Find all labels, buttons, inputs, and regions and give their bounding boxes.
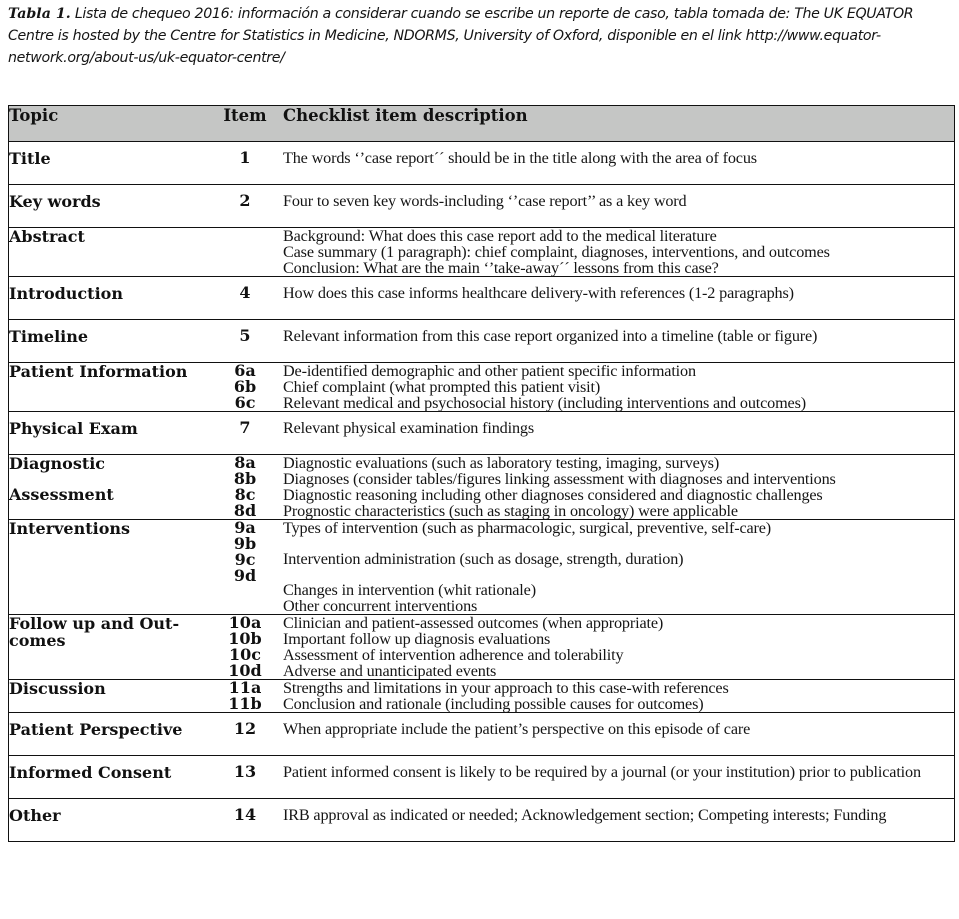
item-number: 4 <box>239 283 251 302</box>
description-line: Changes in intervention (whit rationale) <box>283 581 536 599</box>
item-number: 5 <box>239 326 251 345</box>
description-line: Prognostic characteristics (such as staging in oncology) were applicable <box>283 502 738 520</box>
description-line: IRB approval as indicated or needed; Acknowledgement section; Competing interests; Funding <box>283 806 887 824</box>
description-cell <box>283 680 955 713</box>
description-line: Assessment of intervention adherence and tolerability <box>283 646 624 664</box>
item-number: 11b <box>228 694 262 713</box>
description-cell <box>283 320 955 363</box>
description-line: Four to seven key words-including ‘’case report’’ as a key word <box>283 192 687 210</box>
item-number-cell <box>207 756 283 799</box>
topic-cell <box>9 320 208 363</box>
topic-label: Informed Consent <box>9 763 172 782</box>
description-line: Background: What does this case report add to the medical literature <box>283 227 717 245</box>
item-number-cell <box>207 228 283 277</box>
topic-label: Timeline <box>9 327 89 346</box>
topic-label: Other <box>9 806 61 825</box>
item-number: 6a <box>234 361 256 380</box>
description-line: Chief complaint (what prompted this patient visit) <box>283 378 601 396</box>
item-number: 8c <box>234 485 256 504</box>
description-cell <box>283 412 955 455</box>
item-number-cell <box>207 320 283 363</box>
topic-label: Follow up and Out- <box>9 614 180 633</box>
description-line: Conclusion: What are the main ‘’take-away´´ lessons from this case? <box>283 259 719 277</box>
table-caption <box>8 3 956 69</box>
header-item: Item <box>207 106 283 142</box>
description-cell <box>283 713 955 756</box>
table-row <box>9 412 955 455</box>
description-line: Relevant physical examination findings <box>283 419 534 437</box>
description-cell <box>283 615 955 680</box>
table-row <box>9 756 955 799</box>
table-body <box>9 142 955 842</box>
item-number: 10d <box>228 661 262 680</box>
topic-cell <box>9 455 208 520</box>
item-number-cell <box>207 520 283 615</box>
item-number: 9d <box>233 566 257 585</box>
item-number-cell <box>207 185 283 228</box>
description-line: Strengths and limitations in your approach to this case-with references <box>283 679 729 697</box>
topic-cell <box>9 185 208 228</box>
spacer <box>283 536 954 551</box>
topic-cell <box>9 363 208 412</box>
item-number: 9a <box>234 518 256 537</box>
item-number-cell <box>207 799 283 842</box>
item-number: 8a <box>234 453 256 472</box>
topic-cell <box>9 799 208 842</box>
topic-label: Discussion <box>9 679 106 698</box>
table-row <box>9 713 955 756</box>
item-number: 14 <box>233 805 257 824</box>
item-number: 2 <box>239 191 251 210</box>
item-number: 8d <box>233 501 257 520</box>
table-row <box>9 320 955 363</box>
description-line: Relevant information from this case report organized into a timeline (table or figure) <box>283 327 818 345</box>
header-topic: Topic <box>9 106 208 142</box>
description-cell <box>283 185 955 228</box>
topic-cell <box>9 680 208 713</box>
table-row <box>9 228 955 277</box>
item-number: 7 <box>239 418 251 437</box>
description-line: Diagnostic evaluations (such as laboratory testing, imaging, surveys) <box>283 454 720 472</box>
item-number: 11a <box>228 678 262 697</box>
item-number-cell <box>207 455 283 520</box>
spacer <box>283 567 954 582</box>
item-number: 9c <box>234 550 256 569</box>
description-cell <box>283 520 955 615</box>
table-row <box>9 680 955 713</box>
table-header-row <box>9 106 955 142</box>
topic-label: Title <box>9 149 51 168</box>
description-line: Important follow up diagnosis evaluations <box>283 630 551 648</box>
caption-label: Tabla 1. <box>8 6 71 22</box>
topic-cell <box>9 615 208 680</box>
table-row <box>9 277 955 320</box>
description-line: Intervention administration (such as dosage, strength, duration) <box>283 550 684 568</box>
item-number-cell <box>207 680 283 713</box>
description-cell <box>283 756 955 799</box>
item-number: 10a <box>228 613 262 632</box>
description-cell <box>283 799 955 842</box>
item-number-cell <box>207 412 283 455</box>
description-line: Relevant medical and psychosocial history (including interventions and outcomes) <box>283 394 806 412</box>
description-cell <box>283 363 955 412</box>
item-number: 13 <box>233 762 257 781</box>
item-number: 12 <box>233 719 257 738</box>
topic-label: Introduction <box>9 284 123 303</box>
item-number: 6c <box>234 393 256 412</box>
topic-label: Patient Information <box>9 362 188 381</box>
description-cell <box>283 455 955 520</box>
topic-label: Abstract <box>9 227 85 246</box>
topic-cell <box>9 412 208 455</box>
item-number-cell <box>207 277 283 320</box>
topic-label: Physical Exam <box>9 419 138 438</box>
item-number-cell <box>207 142 283 185</box>
checklist-table <box>8 105 955 842</box>
table-row <box>9 615 955 680</box>
item-number-cell <box>207 615 283 680</box>
description-line: The words ‘’case report´´ should be in the title along with the area of focus <box>283 149 757 167</box>
item-number: 9b <box>233 534 257 553</box>
topic-label: Diagnostic <box>9 454 106 473</box>
topic-label: Assessment <box>9 485 114 504</box>
table-row <box>9 142 955 185</box>
topic-label: Patient Perspective <box>9 720 183 739</box>
item-number: 10c <box>228 645 261 664</box>
item-number: 1 <box>239 148 251 167</box>
table-row <box>9 185 955 228</box>
topic-label: Key words <box>9 192 101 211</box>
description-cell <box>283 228 955 277</box>
topic-cell <box>9 756 208 799</box>
topic-cell <box>9 713 208 756</box>
description-line: Diagnostic reasoning including other diagnoses considered and diagnostic challenges <box>283 486 823 504</box>
item-number: 8b <box>233 469 257 488</box>
description-line: Types of intervention (such as pharmacologic, surgical, preventive, self-care) <box>283 519 772 537</box>
description-line: Other concurrent interventions <box>283 597 478 615</box>
topic-cell <box>9 520 208 615</box>
topic-cell <box>9 142 208 185</box>
item-number: 10b <box>228 629 262 648</box>
topic-label: Interventions <box>9 519 131 538</box>
table-row <box>9 799 955 842</box>
table-row <box>9 520 955 615</box>
description-line: When appropriate include the patient’s perspective on this episode of care <box>283 720 751 738</box>
item-number-cell <box>207 363 283 412</box>
topic-label: comes <box>9 631 66 650</box>
table-row <box>9 363 955 412</box>
table-row <box>9 455 955 520</box>
description-cell <box>283 142 955 185</box>
description-line: How does this case informs healthcare delivery-with references (1-2 paragraphs) <box>283 284 794 302</box>
description-line: Adverse and unanticipated events <box>283 662 497 680</box>
description-line: Patient informed consent is likely to be required by a journal (or your institution) prior to publication <box>283 763 921 781</box>
description-line: Diagnoses (consider tables/figures linking assessment with diagnoses and interventions <box>283 470 836 488</box>
description-line: Conclusion and rationale (including possible causes for outcomes) <box>283 695 704 713</box>
topic-cell <box>9 277 208 320</box>
description-line: De-identified demographic and other patient specific information <box>283 362 696 380</box>
caption-text: Lista de chequeo 2016: información a considerar cuando se escribe un reporte de caso, tabla tomada de: The UK EQUATOR Centre is hosted by the Centre for Statistics in Medicine, NDORMS, University of Oxford, disponible en el link http://www.equator-network.org/about-us/uk-equator-centre/ <box>8 6 914 66</box>
description-cell <box>283 277 955 320</box>
header-description: Checklist item description <box>283 106 955 142</box>
item-number-cell <box>207 713 283 756</box>
topic-cell <box>9 228 208 277</box>
description-line: Clinician and patient-assessed outcomes (when appropriate) <box>283 614 664 632</box>
description-line: Case summary (1 paragraph): chief complaint, diagnoses, interventions, and outcomes <box>283 243 830 261</box>
item-number: 6b <box>233 377 257 396</box>
